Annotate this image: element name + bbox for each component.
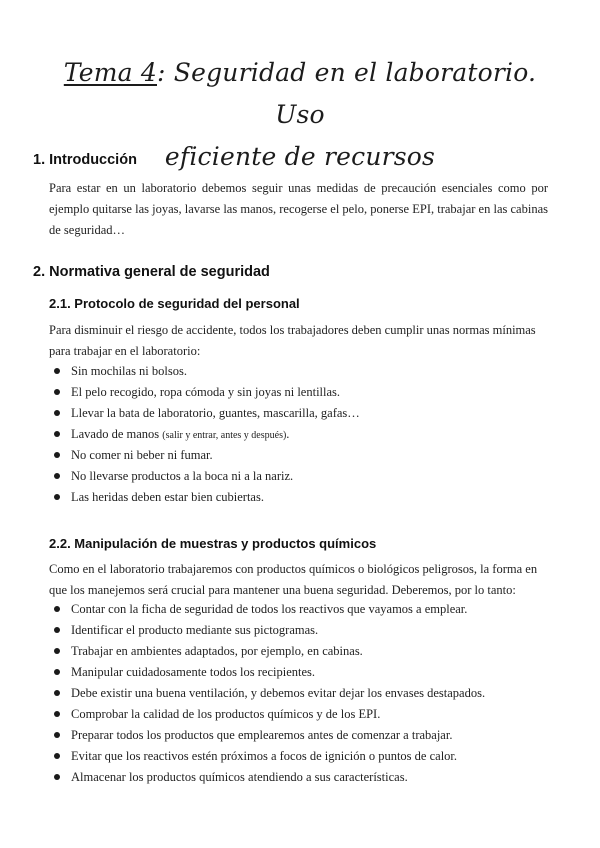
list-item: Sin mochilas ni bolsos. (49, 361, 559, 382)
bullet-icon (54, 732, 60, 738)
subsection-2-2-heading: 2.2. Manipulación de muestras y productos químicos (49, 536, 377, 551)
list-item: Preparar todos los productos que emplearemos antes de comenzar a trabajar. (49, 725, 559, 746)
bullet-icon (54, 627, 60, 633)
list-item: Comprobar la calidad de los productos químicos y de los EPI. (49, 704, 559, 725)
list-item: No comer ni beber ni fumar. (49, 445, 559, 466)
subsection-2-2-paragraph: Como en el laboratorio trabajaremos con productos químicos o biológicos peligrosos, la forma en que los manejemos será crucial para mantener una buena seguridad. Deberemos, por lo tanto: (49, 562, 538, 597)
title-line-1-text: : Seguridad en el laboratorio. Uso (157, 58, 537, 129)
bullet-icon (54, 368, 60, 374)
bullet-icon (54, 389, 60, 395)
list-item: No llevarse productos a la boca ni a la nariz. (49, 466, 559, 487)
bullet-icon (54, 473, 60, 479)
list-item: El pelo recogido, ropa cómoda y sin joyas ni lentillas. (49, 382, 559, 403)
title-line-1 (40, 52, 560, 136)
list-item: Manipular cuidadosamente todos los recipientes. (49, 662, 559, 683)
bullet-icon (54, 753, 60, 759)
list-item-note: (salir y entrar, antes y después) (162, 430, 287, 441)
bullet-icon (54, 690, 60, 696)
bullet-icon (54, 606, 60, 612)
list-item: Debe existir una buena ventilación, y debemos evitar dejar los envases destapados. (49, 683, 559, 704)
list-item: Identificar el producto mediante sus pictogramas. (49, 620, 559, 641)
list-item: Las heridas deben estar bien cubiertas. (49, 487, 559, 508)
bullet-icon (54, 774, 60, 780)
list-item: Lavado de manos (salir y entrar, antes y después). (49, 424, 559, 445)
bullet-icon (54, 452, 60, 458)
list-item: Contar con la ficha de seguridad de todos los reactivos que vayamos a emplear. (49, 599, 559, 620)
section-1-paragraph: Para estar en un laboratorio debemos seguir unas medidas de precaución esenciales como por ejemplo quitarse las joyas, lavarse las manos, recogerse el pelo, ponerse EPI, trabajar en las cabinas de seguridad… (49, 181, 548, 237)
bullet-icon (54, 410, 60, 416)
bullet-icon (54, 711, 60, 717)
list-item: Evitar que los reactivos estén próximos a focos de ignición o puntos de calor. (49, 746, 559, 767)
list-item: Llevar la bata de laboratorio, guantes, mascarilla, gafas… (49, 403, 559, 424)
subsection-2-1-list (49, 361, 559, 508)
bullet-icon (54, 431, 60, 437)
section-2-heading: 2. Normativa general de seguridad (33, 264, 270, 280)
subsection-2-1-heading: 2.1. Protocolo de seguridad del personal (49, 296, 300, 311)
title-line-2: eficiente de recursos (164, 142, 436, 171)
list-item: Trabajar en ambientes adaptados, por ejemplo, en cabinas. (49, 641, 559, 662)
title-topic-number: Tema 4 (63, 58, 157, 87)
bullet-icon (54, 669, 60, 675)
subsection-2-2-list (49, 599, 559, 788)
list-item: Almacenar los productos químicos atendiendo a sus características. (49, 767, 559, 788)
bullet-icon (54, 494, 60, 500)
section-1-heading: 1. Introducción (33, 152, 137, 168)
subsection-2-1-paragraph: Para disminuir el riesgo de accidente, todos los trabajadores deben cumplir unas normas mínimas para trabajar en el laboratorio: (49, 323, 536, 358)
bullet-icon (54, 648, 60, 654)
